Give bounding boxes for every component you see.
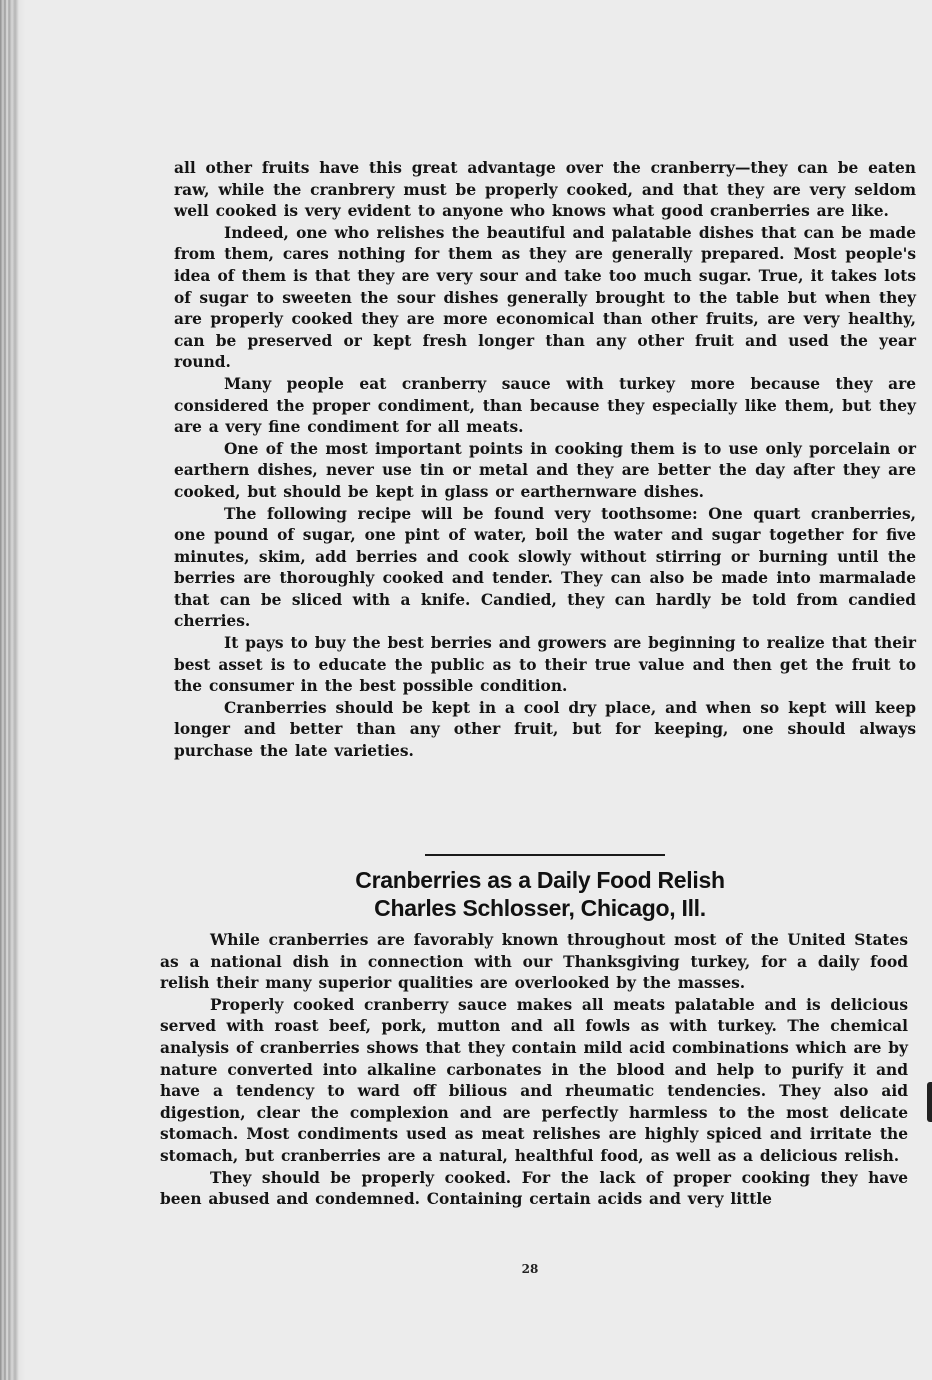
paragraph: While cranberries are favorably known throughout most of the United States as a national dish in connection with our Thanksgiving turkey, for a daily food relish their many superior qualities are overlooked by the masses.: [160, 931, 908, 993]
paragraph: They should be properly cooked. For the lack of proper cooking they have been abused and condemned. Containing certain acids and very little: [160, 1168, 908, 1209]
article-author: Charles Schlosser, Chicago, Ill.: [374, 895, 706, 921]
continued-text: [174, 158, 916, 763]
paragraph: One of the most important points in cooking them is to use only porcelain or earthern dishes, never use tin or metal and they are better the day after they are cooked, but should be kept in glass or earthernware dishes.: [174, 439, 916, 501]
page-edge-mark: [927, 1082, 932, 1122]
page-number: 28: [521, 1262, 539, 1276]
paragraph: Properly cooked cranberry sauce makes all meats palatable and is delicious served with roast beef, pork, mutton and all fowls as with turkey. The chemical analysis of cranberries shows that they contain mild acid combinations which are by nature converted into alkaline carbonates in the blood and help to purify it and have a tendency to ward off bilious and rheumatic tendencies. They also aid digestion, clear the complexion and are perfectly harmless to the most delicate stomach. Most condiments used as meat relishes are highly spiced and irritate the stomach, but cranberries are a natural, healthful food, as well as a delicious relish.: [160, 995, 908, 1165]
article-title: Cranberries as a Daily Food Relish: [355, 867, 725, 893]
paragraph: It pays to buy the best berries and growers are beginning to realize that their best asset is to educate the public as to their true value and then get the fruit to the consumer in the best possible condition.: [174, 634, 916, 696]
paragraph: all other fruits have this great advantage over the cranberry—they can be eaten raw, while the cranbrery must be properly cooked, and that they are very seldom well cooked is very evident to anyone who knows what good cranberries are like.: [174, 159, 916, 221]
article-body: [160, 930, 908, 1211]
paragraph: Indeed, one who relishes the beautiful and palatable dishes that can be made from them, cares nothing for them as they are generally prepared. Most people's idea of them is that they are very sour and take too much sugar. True, it takes lots of sugar to sweeten the sour dishes generally brought to the table but when they are properly cooked they are more economical than other fruits, are very healthy, can be preserved or kept fresh longer than any other fruit and used the year round.: [174, 223, 916, 372]
book-binding-edge: [0, 0, 26, 1380]
paragraph: Cranberries should be kept in a cool dry place, and when so kept will keep longer and better than any other fruit, but for keeping, one should always purchase the late varieties.: [174, 698, 916, 761]
paragraph: Many people eat cranberry sauce with turkey more because they are considered the proper condiment, than because they especially like them, but they are a very fine condiment for all meats.: [174, 374, 916, 437]
section-divider: [425, 854, 665, 856]
paragraph: The following recipe will be found very toothsome: One quart cranberries, one pound of sugar, one pint of water, boil the water and sugar together for five minutes, skim, add berries and cook slowly without stirring or burning until the berries are thoroughly cooked and tender. They can also be made into marmalade that can be sliced with a knife. Candied, they can hardly be told from candied cherries.: [174, 504, 916, 631]
